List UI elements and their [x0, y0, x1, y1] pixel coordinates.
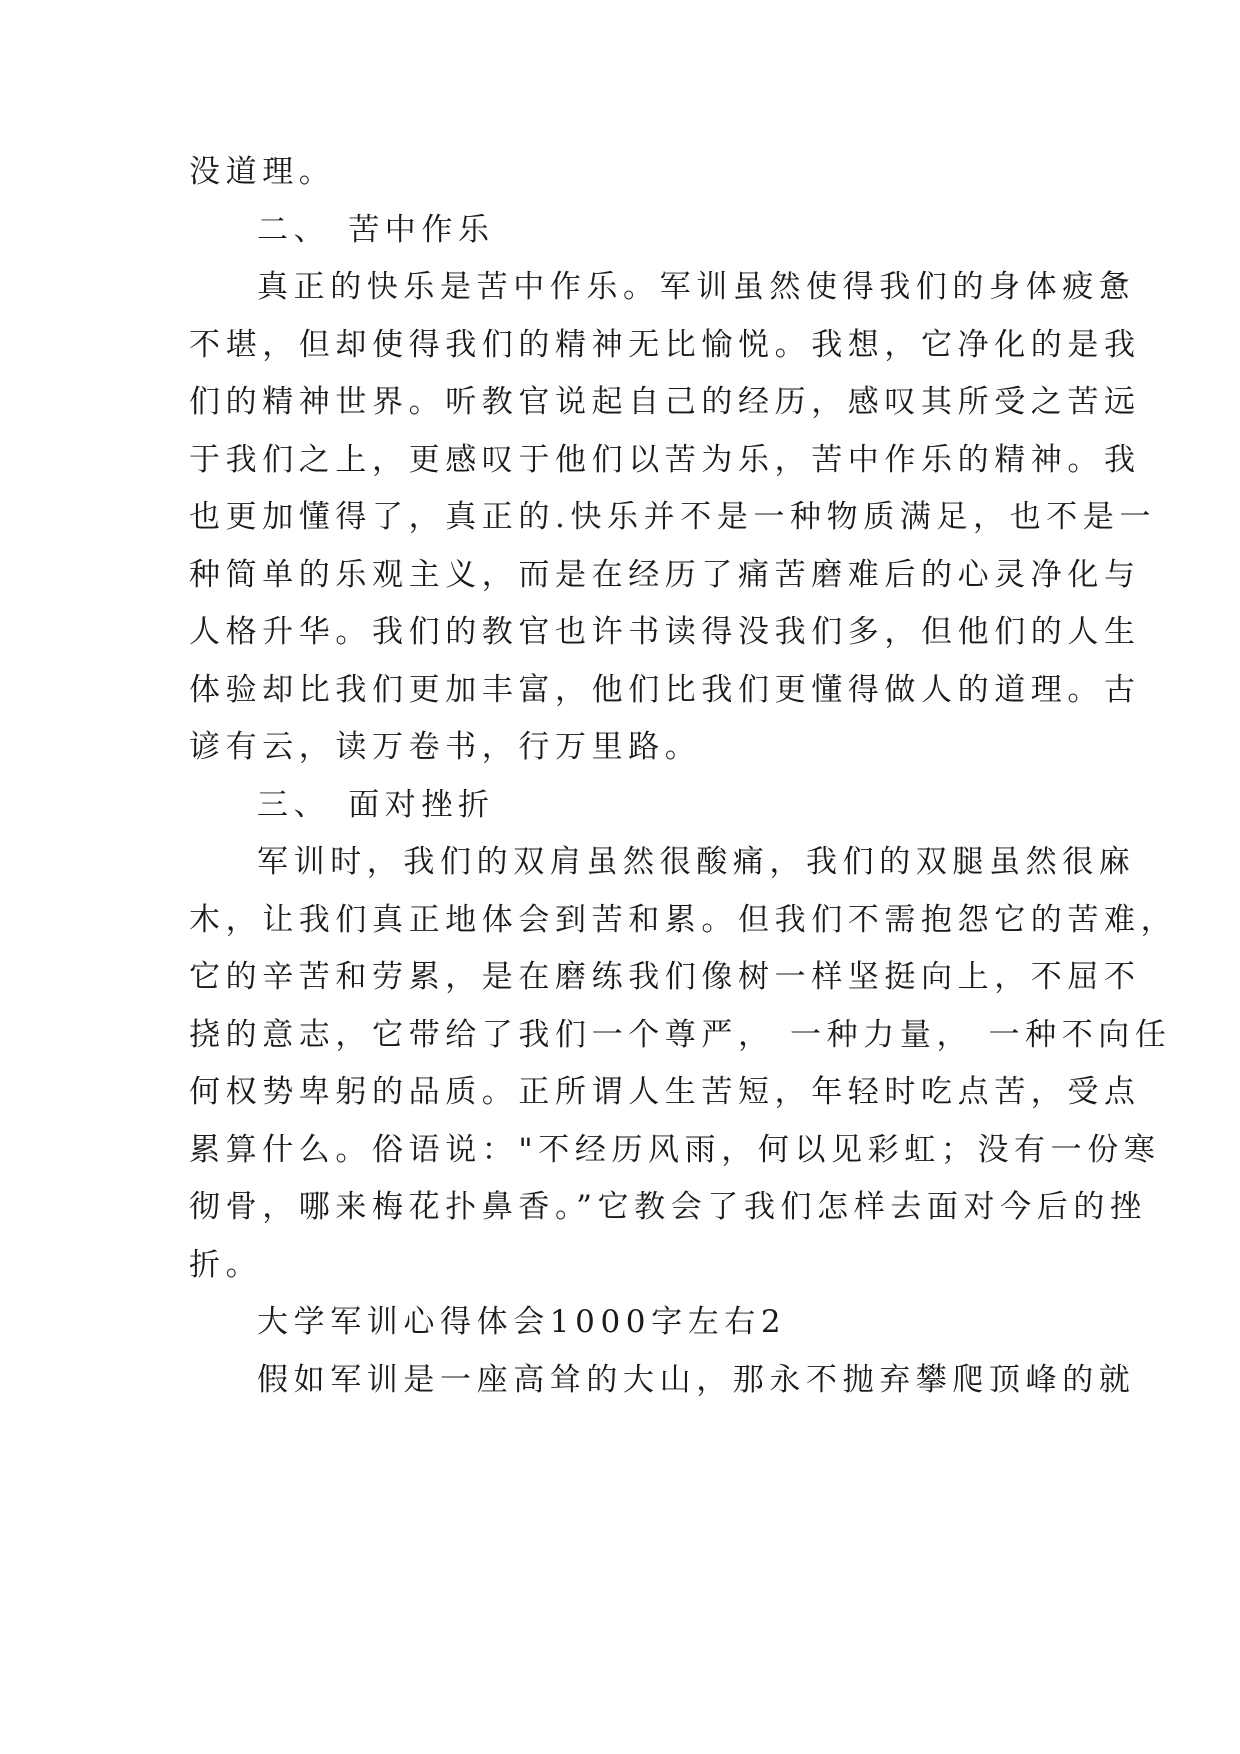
article-title: 大学军训心得体会1000字左右2 — [257, 1304, 787, 1340]
paragraph-first-line: 军训时，我们的双肩虽然很酸痛，我们的双腿虽然很麻 — [257, 844, 1136, 880]
body-line: 折。 — [189, 1246, 263, 1283]
body-line: 们的精神世界。听教官说起自己的经历，感叹其所受之苦远 — [189, 384, 1141, 420]
section-title: 苦中作乐 — [348, 211, 495, 248]
paragraph-first-line: 假如军训是一座高耸的大山，那永不抛弃攀爬顶峰的就 — [257, 1361, 1136, 1398]
section-number: 二、 — [257, 211, 331, 248]
body-line: 何权势卑躬的品质。正所谓人生苦短，年轻时吃点苦，受点 — [189, 1074, 1141, 1110]
section-number: 三、 — [257, 786, 331, 823]
body-line: 于我们之上，更感叹于他们以苦为乐，苦中作乐的精神。我 — [189, 441, 1141, 478]
paragraph-first-line: 真正的快乐是苦中作乐。军训虽然使得我们的身体疲惫 — [257, 269, 1136, 305]
body-line: 没道理。 — [189, 154, 336, 190]
body-line: 种简单的乐观主义，而是在经历了痛苦磨难后的心灵净化与 — [189, 556, 1141, 593]
article-body — [189, 144, 1178, 1409]
body-line: 不堪，但却使得我们的精神无比愉悦。我想，它净化的是我 — [189, 326, 1141, 363]
body-line: 谚有云，读万卷书，行万里路。 — [189, 729, 702, 765]
body-line: 木，让我们真正地体会到苦和累。但我们不需抱怨它的苦难， — [189, 901, 1178, 938]
body-line: 也更加懂得了，真正的.快乐并不是一种物质满足，也不是一 — [189, 499, 1157, 535]
body-line: 累算什么。俗语说："不经历风雨，何以见彩虹；没有一份寒 — [189, 1131, 1161, 1168]
section-heading — [189, 777, 1059, 835]
body-line: 挠的意志，它带给了我们一个尊严， 一种力量， 一种不向任 — [189, 1016, 1172, 1053]
section-heading — [189, 202, 1059, 260]
body-line: 它的辛苦和劳累，是在磨练我们像树一样坚挺向上，不屈不 — [189, 959, 1141, 995]
section-title: 面对挫折 — [348, 786, 495, 823]
body-line: 体验却比我们更加丰富，他们比我们更懂得做人的道理。古 — [189, 671, 1141, 708]
body-line: 彻骨，哪来梅花扑鼻香。”它教会了我们怎样去面对今后的挫 — [189, 1189, 1147, 1225]
body-line: 人格升华。我们的教官也许书读得没我们多，但他们的人生 — [189, 614, 1141, 650]
